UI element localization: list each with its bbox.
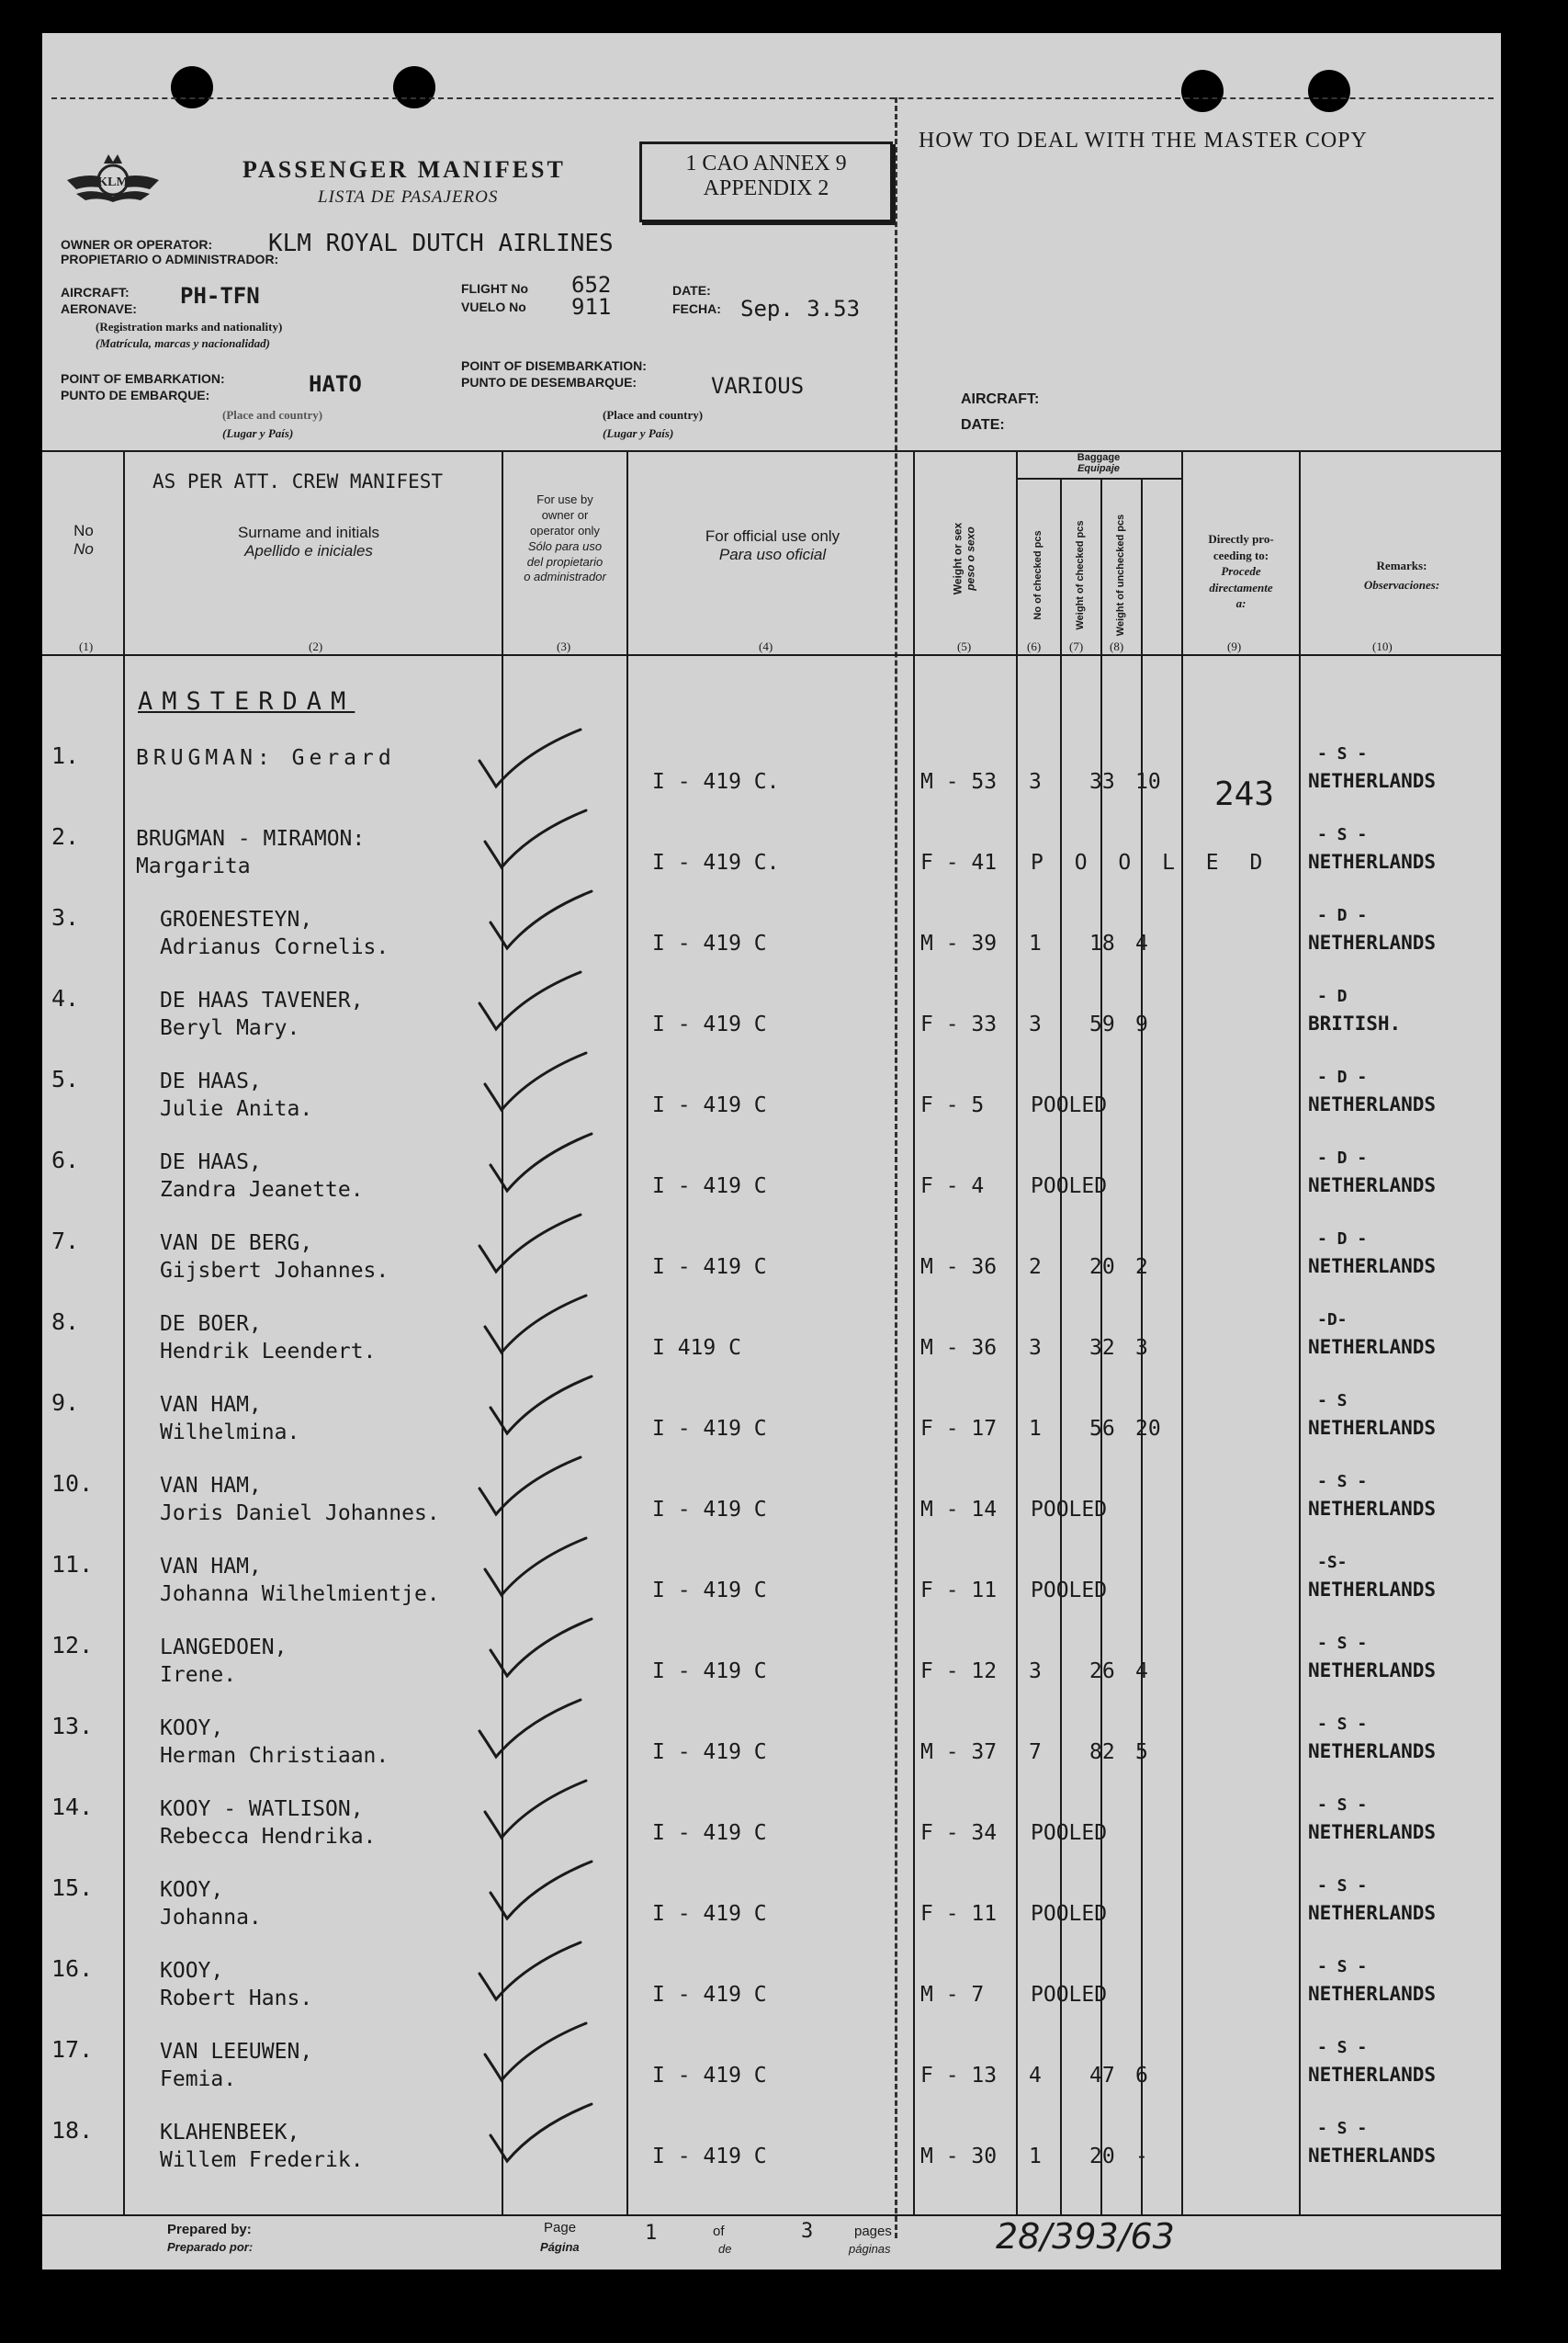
disembark-value: VARIOUS [711,373,805,399]
weight-sex: F - 17 [920,1417,998,1441]
official-code: I - 419 C [652,1013,767,1036]
col-owner-line: owner or [541,507,589,522]
perforation-top [51,97,1494,99]
unchecked-weight: 5 [1135,1740,1148,1764]
passenger-given-name: Willem Frederik. [160,2148,364,2172]
passenger-surname: KOOY, [160,1959,224,1983]
passenger-given-name: Gijsbert Johannes. [160,1259,389,1283]
weight-sex: F - 41 [920,851,998,875]
punch-hole [1181,70,1224,112]
checked-pieces: 1 [1029,2145,1042,2168]
pooled-baggage: POOLED [1031,1902,1108,1926]
checked-pieces: 4 [1029,2064,1042,2088]
checkmark-icon [476,1775,595,1849]
klm-crown-logo-icon [62,143,164,217]
remarks-status: -S- [1317,1553,1348,1572]
official-code: I - 419 C [652,1255,767,1279]
passenger-surname: LANGEDOEN, [160,1636,288,1659]
unchecked-weight: 2 [1135,1255,1148,1279]
passenger-given-name: Johanna. [160,1906,262,1930]
unchecked-weight: 9 [1135,1013,1148,1036]
checkmark-icon [476,805,595,878]
unchecked-weight: 3 [1135,1336,1148,1360]
row-number: 1. [51,742,80,769]
col-remarks-label: Remarks: [1376,559,1427,572]
official-code: I - 419 C [652,1093,767,1117]
checkmark-icon [470,1694,590,1768]
checkmark-icon [481,1856,601,1930]
remarks-nationality: NETHERLANDS [1308,2064,1437,2086]
weight-sex: F - 11 [920,1579,998,1602]
col-owner-line: operator only [530,523,600,538]
row-number: 9. [51,1389,80,1416]
col-owner-header [505,492,625,585]
unchecked-weight: 6 [1135,2064,1148,2088]
svg-text:KLM: KLM [97,175,129,189]
prepared-label: Preparado por: [167,2240,254,2254]
col-number: (7) [1069,640,1084,653]
col-remarks-label-es: Observaciones: [1363,577,1440,592]
official-code: I - 419 C [652,2145,767,2168]
row-number: 13. [51,1713,94,1739]
col-owner-line: del propietario [526,554,604,569]
instructions-title: HOW TO DEAL WITH THE MASTER COPY [919,129,1368,153]
direct-value: 243 [1214,775,1275,813]
passenger-surname: VAN LEEUWEN, [160,2040,313,2064]
col-number: (4) [759,640,773,653]
official-code: I - 419 C [652,1902,767,1926]
aircraft-value: PH-TFN [180,283,260,309]
remarks-nationality: NETHERLANDS [1308,1740,1437,1762]
weight-sex: M - 39 [920,932,998,956]
col-surname-label: Surname and initials [237,524,380,541]
remarks-nationality: NETHERLANDS [1308,2145,1437,2167]
embark-label: POINT OF EMBARKATION: [61,371,225,386]
official-code: I - 419 C [652,1498,767,1522]
punch-hole [171,66,213,108]
col-number: (10) [1372,640,1393,653]
annex-line: 1 CAO ANNEX 9 [685,152,847,175]
official-code: I - 419 C [652,2064,767,2088]
embark-note: (Place and country) [222,408,323,422]
table-header-border [42,654,1501,656]
column-divider [626,450,628,2214]
col-number: (2) [309,640,323,653]
col-official-label-es: Para uso oficial [718,546,827,564]
aircraft-label: AERONAVE: [61,301,137,316]
checked-weight: 47 [1089,2064,1115,2088]
unchecked-weight: - [1135,2145,1148,2168]
row-number: 14. [51,1794,94,1820]
of-label: of [713,2224,725,2239]
remarks-nationality: NETHERLANDS [1308,1093,1437,1115]
row-number: 4. [51,985,80,1012]
official-code: I - 419 C [652,1174,767,1198]
annex-box [639,141,893,222]
checkmark-icon [476,2018,595,2091]
checkmark-icon [470,1937,590,2010]
checked-pieces: 7 [1029,1740,1042,1764]
pooled-baggage: POOLED [1031,1579,1108,1602]
unchecked-weight: 4 [1135,932,1148,956]
embark-label: PUNTO DE EMBARQUE: [61,388,210,402]
remarks-status: - S [1317,1391,1348,1410]
aircraft-label: AIRCRAFT: [61,285,130,300]
checked-weight: 32 [1089,1336,1115,1360]
column-divider [913,450,915,2214]
row-number: 17. [51,2036,94,2063]
official-code: I - 419 C [652,932,767,956]
checkmark-icon [481,886,601,959]
flight-label: VUELO No [461,300,526,314]
remarks-nationality: NETHERLANDS [1308,770,1437,792]
col-no-header [51,522,116,560]
passenger-given-name: Adrianus Cornelis. [160,935,389,959]
row-number: 10. [51,1470,94,1497]
weight-sex: F - 33 [920,1013,998,1036]
checked-weight: 20 [1089,1255,1115,1279]
column-divider [1060,478,1062,2214]
remarks-status: - D - [1317,1149,1368,1168]
remarks-status: - S - [1317,2038,1368,2057]
official-code: I - 419 C [652,1983,767,2007]
checked-pieces: 3 [1029,1336,1042,1360]
owner-value: KLM ROYAL DUTCH AIRLINES [268,230,614,257]
col-owner-line: o administrador [524,570,606,584]
weight-sex: F - 13 [920,2064,998,2088]
page-title: PASSENGER MANIFEST [243,156,566,183]
pooled-baggage: POOLED [1031,1821,1108,1845]
passenger-given-name: Hendrik Leendert. [160,1340,377,1364]
checkmark-icon [470,1209,590,1283]
registration-note: (Matrícula, marcas y nacionalidad) [96,336,270,350]
official-code: I 419 C [652,1336,741,1360]
pooled-baggage: POOLED [1031,1093,1108,1117]
col-direct-line: Directly pro- [1208,532,1274,546]
official-code: I - 419 C. [652,770,780,794]
checkmark-icon [481,1371,601,1444]
remarks-status: - S - [1317,744,1368,764]
checkmark-icon [481,1613,601,1687]
remarks-nationality: NETHERLANDS [1308,1821,1437,1843]
checked-pieces: 1 [1029,1417,1042,1441]
passenger-surname: KOOY - WATLISON, [160,1797,364,1821]
col-surname-header [152,524,465,561]
weight-sex: F - 4 [920,1174,985,1198]
remarks-status: - D - [1317,906,1368,925]
row-number: 7. [51,1228,80,1254]
remarks-status: - S - [1317,1957,1368,1976]
unchecked-weight: 4 [1135,1659,1148,1683]
pages-label: páginas [849,2242,891,2256]
col-unchecked-header: Weight of unchecked pcs [1115,514,1126,637]
pooled-baggage: POOLED [1031,1498,1108,1522]
col-number: (3) [557,640,571,653]
official-code: I - 419 C. [652,851,780,875]
section-title: AMSTERDAM [138,687,355,716]
official-code: I - 419 C [652,1417,767,1441]
row-number: 15. [51,1874,94,1901]
col-official-header [649,527,897,565]
passenger-given-name: Wilhelmina. [160,1421,300,1444]
weight-sex: F - 11 [920,1902,998,1926]
checked-pieces: 3 [1029,1013,1042,1036]
weight-sex: F - 5 [920,1093,985,1117]
col-no-label-es: No [73,540,94,559]
column-divider [123,450,125,2214]
baggage-header-border [1016,478,1181,480]
col-direct-header [1185,531,1297,612]
checked-weight: 59 [1089,1013,1115,1036]
crew-manifest-note: AS PER ATT. CREW MANIFEST [152,470,444,492]
col-official-label: For official use only [705,527,840,545]
passenger-surname: DE HAAS, [160,1150,262,1174]
passenger-given-name: Irene. [160,1663,237,1687]
passenger-surname: BRUGMAN: Gerard [136,746,396,770]
passenger-surname: DE HAAS, [160,1070,262,1093]
remarks-nationality: NETHERLANDS [1308,1983,1437,2005]
instructions-date-label: DATE: [961,417,1005,433]
passenger-given-name: Rebecca Hendrika. [160,1825,377,1849]
checkmark-icon [470,967,590,1040]
passenger-given-name: Herman Christiaan. [160,1744,389,1768]
passenger-surname: KOOY, [160,1878,224,1902]
passenger-surname: KLAHENBEEK, [160,2121,300,2145]
pooled-baggage: P O O L E D [1031,851,1272,875]
remarks-nationality: NETHERLANDS [1308,932,1437,954]
owner-label: PROPIETARIO O ADMINISTRADOR: [61,252,279,266]
row-number: 6. [51,1147,80,1173]
remarks-status: - D [1317,987,1348,1006]
col-baggage-label-es: Equipaje [1077,463,1120,475]
passenger-surname: VAN HAM, [160,1393,262,1417]
col-direct-line: ceeding to: [1213,548,1269,562]
official-code: I - 419 C [652,1659,767,1683]
remarks-status: -D- [1317,1310,1348,1330]
col-weight-header [952,523,978,594]
remarks-nationality: NETHERLANDS [1308,1579,1437,1601]
date-label: FECHA: [672,301,721,316]
passenger-surname: GROENESTEYN, [160,908,313,932]
official-code: I - 419 C [652,1821,767,1845]
weight-sex: M - 37 [920,1740,998,1764]
remarks-nationality: NETHERLANDS [1308,1174,1437,1196]
checked-weight: 33 [1089,770,1115,794]
remarks-status: - S - [1317,1634,1368,1653]
official-code: I - 419 C [652,1740,767,1764]
checkmark-icon [470,724,590,798]
official-code: I - 419 C [652,1579,767,1602]
col-number: (8) [1110,640,1124,653]
passenger-given-name: Zandra Jeanette. [160,1178,364,1202]
col-number: (9) [1227,640,1242,653]
weight-sex: M - 36 [920,1255,998,1279]
remarks-status: - S - [1317,1795,1368,1815]
col-owner-line: Sólo para uso [527,538,603,553]
of-label: de [718,2242,732,2256]
checkmark-icon [476,1047,595,1121]
checkmark-icon [476,1290,595,1364]
passenger-surname: VAN HAM, [160,1474,262,1498]
remarks-status: - S - [1317,825,1368,844]
column-divider [1016,450,1018,2214]
handwritten-reference: 28/393/63 [996,2216,1175,2257]
weight-sex: M - 53 [920,770,998,794]
date-label: DATE: [672,283,711,298]
embark-note: (Lugar y País) [222,426,294,440]
remarks-status: - D - [1317,1068,1368,1087]
passenger-given-name: Joris Daniel Johannes. [160,1501,440,1525]
pages-label: pages [854,2224,892,2239]
remarks-status: - S - [1317,1472,1368,1491]
remarks-nationality: BRITISH. [1308,1013,1402,1035]
column-divider [1299,450,1301,2214]
weight-sex: M - 36 [920,1336,998,1360]
passenger-surname: DE HAAS TAVENER, [160,989,364,1013]
date-value: Sep. 3.53 [740,296,861,322]
row-number: 18. [51,2117,94,2144]
page-subtitle: LISTA DE PASAJEROS [318,187,499,207]
checked-weight: 56 [1089,1417,1115,1441]
row-number: 2. [51,823,80,850]
col-baggage-label: Baggage [1077,452,1121,463]
passenger-surname: VAN DE BERG, [160,1231,313,1255]
registration-note: (Registration marks and nationality) [96,320,283,334]
prepared-label: Prepared by: [167,2222,252,2237]
manifest-page [42,33,1501,2269]
remarks-nationality: NETHERLANDS [1308,1498,1437,1520]
pooled-baggage: POOLED [1031,1174,1108,1198]
passenger-given-name: Margarita [136,855,251,878]
checked-pieces: 1 [1029,932,1042,956]
passenger-given-name: Beryl Mary. [160,1016,300,1040]
weight-sex: M - 7 [920,1983,985,2007]
instructions-aircraft-label: AIRCRAFT: [961,391,1040,407]
row-number: 16. [51,1955,94,1982]
passenger-given-name: Julie Anita. [160,1097,313,1121]
col-direct-line: Procede [1221,564,1261,579]
col-baggage-header [1016,452,1181,474]
col-direct-line: a: [1235,596,1247,611]
weight-sex: F - 12 [920,1659,998,1683]
passenger-surname: VAN HAM, [160,1555,262,1579]
checked-weight: 82 [1089,1740,1115,1764]
flight-value: 652 [571,272,612,298]
col-checked-wt-header: Weight of checked pcs [1075,520,1086,630]
perforation-strip [895,97,897,2238]
checkmark-icon [481,1128,601,1202]
col-number: (6) [1027,640,1042,653]
row-number: 8. [51,1308,80,1335]
remarks-nationality: NETHERLANDS [1308,1659,1437,1681]
unchecked-weight: 10 [1135,770,1161,794]
col-number: (5) [957,640,972,653]
remarks-nationality: NETHERLANDS [1308,1336,1437,1358]
table-bottom-border [42,2214,1501,2216]
checkmark-icon [470,1452,590,1525]
row-number: 12. [51,1632,94,1658]
col-owner-line: For use by [536,492,593,506]
passenger-given-name: Johanna Wilhelmientje. [160,1582,440,1606]
remarks-status: - S - [1317,1876,1368,1896]
page-label: Página [540,2240,580,2254]
checked-weight: 20 [1089,2145,1115,2168]
row-number: 11. [51,1551,94,1578]
checked-weight: 26 [1089,1659,1115,1683]
disembark-note: (Place and country) [603,408,704,422]
col-number: (1) [79,640,94,653]
remarks-nationality: NETHERLANDS [1308,1902,1437,1924]
col-weight-label: Weight or sex [951,522,964,595]
owner-label: OWNER OR OPERATOR: [61,237,213,252]
col-remarks-header [1310,557,1494,595]
remarks-nationality: NETHERLANDS [1308,1417,1437,1439]
annex-line: APPENDIX 2 [703,176,829,200]
disembark-note: (Lugar y País) [603,426,674,440]
checked-weight: 18 [1089,932,1115,956]
disembark-label: PUNTO DE DESEMBARQUE: [461,375,637,390]
passenger-surname: DE BOER, [160,1312,262,1336]
passenger-surname: BRUGMAN - MIRAMON: [136,827,366,851]
checkmark-icon [476,1533,595,1606]
table-top-border [42,450,1501,452]
passenger-given-name: Robert Hans. [160,1986,313,2010]
flight-label: FLIGHT No [461,281,529,296]
disembark-label: POINT OF DISEMBARKATION: [461,358,647,373]
row-number: 5. [51,1066,80,1092]
checked-pieces: 3 [1029,1659,1042,1683]
col-surname-label-es: Apellido e iniciales [244,542,373,560]
weight-sex: F - 34 [920,1821,998,1845]
page-total: 3 [801,2220,814,2243]
weight-sex: M - 30 [920,2145,998,2168]
page-number: 1 [645,2222,658,2245]
column-divider [1181,450,1183,2214]
col-checked-pcs-header: No of checked pcs [1032,530,1043,620]
weight-sex: M - 14 [920,1498,998,1522]
remarks-nationality: NETHERLANDS [1308,851,1437,873]
remarks-status: - S - [1317,1715,1368,1734]
checkmark-icon [481,2099,601,2172]
checked-pieces: 3 [1029,770,1042,794]
punch-hole [1308,70,1350,112]
embark-value: HATO [309,371,362,397]
row-number: 3. [51,904,80,931]
remarks-status: - D - [1317,1229,1368,1249]
checked-pieces: 2 [1029,1255,1042,1279]
pooled-baggage: POOLED [1031,1983,1108,2007]
passenger-surname: KOOY, [160,1716,224,1740]
col-direct-line: directamente [1209,580,1273,594]
remarks-status: - S - [1317,2119,1368,2138]
col-weight-label-es: peso o sexo [964,526,977,591]
remarks-nationality: NETHERLANDS [1308,1255,1437,1277]
passenger-given-name: Femia. [160,2067,237,2091]
page-label: Page [544,2220,577,2235]
col-no-label: No [73,522,94,539]
punch-hole [393,66,435,108]
unchecked-weight: 20 [1135,1417,1161,1441]
flight-value: 911 [571,294,612,320]
